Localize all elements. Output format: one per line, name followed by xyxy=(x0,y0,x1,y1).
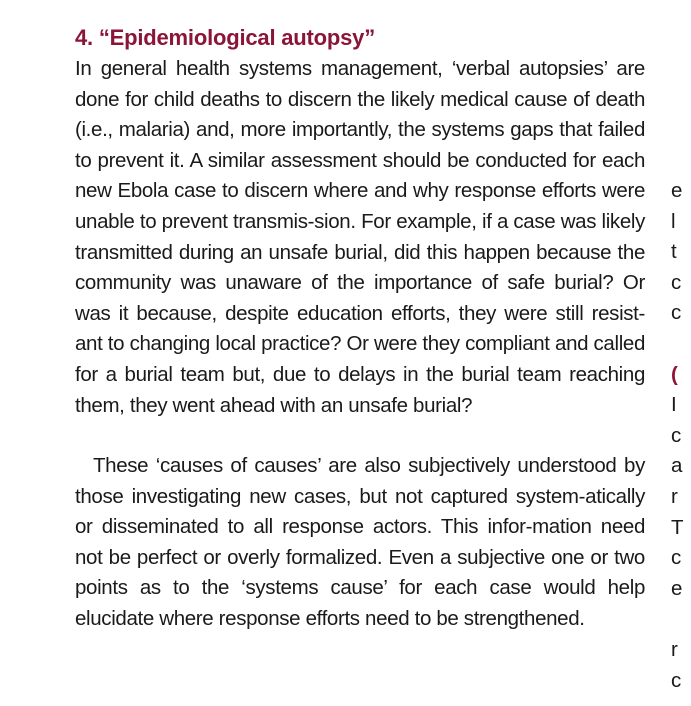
section-heading: 4. “Epidemiological autopsy” xyxy=(75,25,376,50)
clipped-letter: c xyxy=(671,270,681,294)
clipped-letter: c xyxy=(671,423,681,447)
clipped-letter: r xyxy=(671,637,678,661)
paragraph-2: These ‘causes of causes’ are also subjectively understood by those investigating new cases, but not captured system-atically or disseminated to all response actors. This infor-mation need not be perfect or overly formalized. Even a subjective one or two points as to the ‘systems cause’ for each case would help elucidate where response efforts need to be strengthened. xyxy=(75,454,645,630)
clipped-heading-letter: ( xyxy=(671,362,678,386)
clipped-letter: c xyxy=(671,668,681,692)
clipped-letter: l xyxy=(671,209,676,233)
paragraph-1: In general health systems management, ‘verbal autopsies’ are done for child deaths to discern the likely medical cause of death (i.e., malaria) and, more importantly, the systems gaps that failed to prevent it. A similar assessment should be conducted for each new Ebola case to discern where and why response efforts were unable to prevent transmis-sion. For example, if a case was likely transmitted during an unsafe burial, did this happen because the community was unaware of the importance of safe burial? Or was it because, despite education efforts, they were still resist-ant to changing local practice? Or were they compliant and called for a burial team but, due to delays in the burial team reaching them, they went ahead with an unsafe burial? xyxy=(75,57,645,417)
clipped-letter: e xyxy=(671,179,683,202)
clipped-letter: e xyxy=(671,576,683,600)
clipped-letter: t xyxy=(671,240,677,264)
clipped-letter: I xyxy=(671,393,677,417)
clipped-letter: c xyxy=(671,546,681,570)
clipped-letter: a xyxy=(671,454,683,478)
clipped-letter: c xyxy=(671,301,681,325)
clipped-letter: r xyxy=(671,484,678,508)
adjacent-column-clipped xyxy=(671,176,691,696)
clipped-letter: T xyxy=(671,515,684,539)
